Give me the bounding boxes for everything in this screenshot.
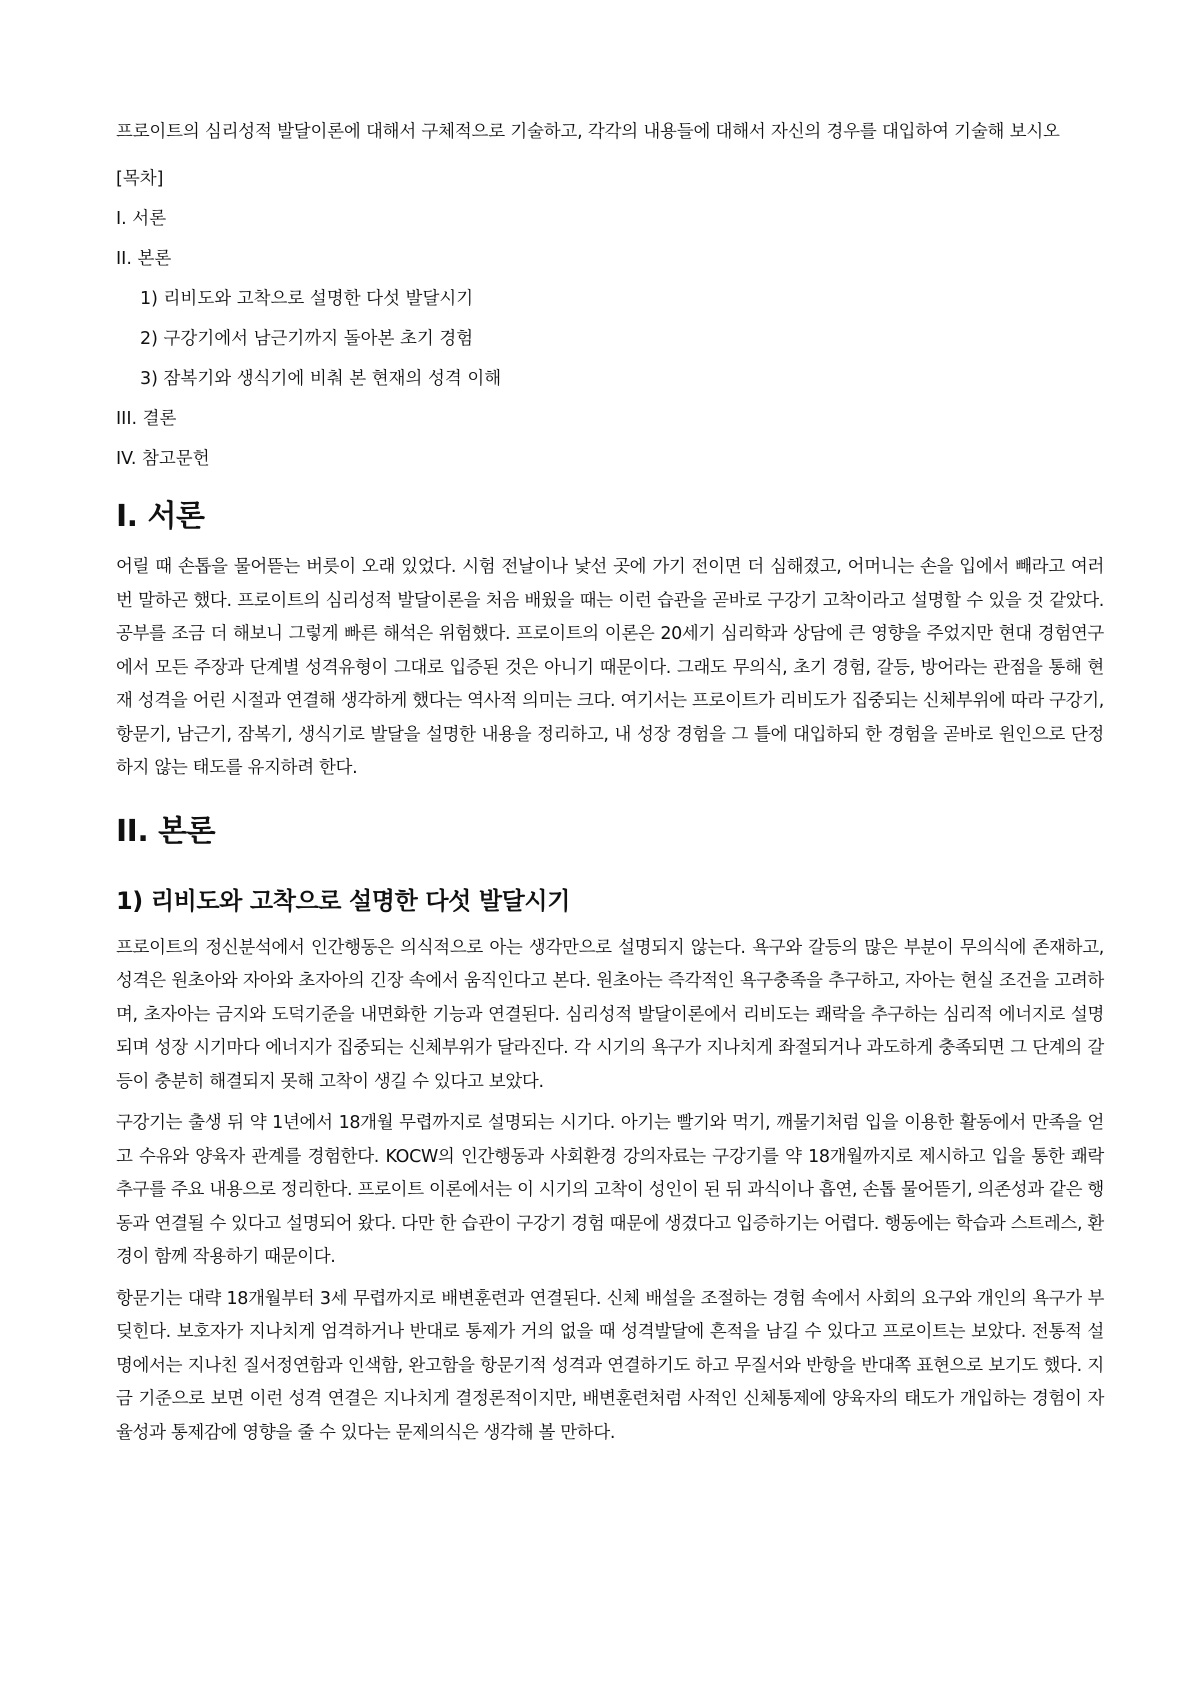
toc-item-references: IV. 참고문헌	[116, 449, 210, 469]
subsection-1-paragraph: 항문기는 대략 18개월부터 3세 무렵까지로 배변훈련과 연결된다. 신체 배설을 조절하는 경험 속에서 사회의 요구와 개인의 욕구가 부딪힌다. 보호자가 지나치게 엄격하거나 반대로 통제가 거의 없을 때 성격발달에 흔적을 남길 수 있다고 프로이트는 보았다. 전통적 설명에서는 지나친 질서정연함과 인색함, 완고함을 항문기적 성격과 연결하기도 하고 무질서와 반항을 반대쪽 표현으로 보기도 했다. 지금 기준으로 보면 이런 성격 연결은 지나치게 결정론적이지만, 배변훈련처럼 사적인 신체통제에 양육자의 태도가 개입하는 경험이 자율성과 통제감에 영향을 줄 수 있다는 문제의식은 생각해 볼 만하다.	[116, 1288, 1104, 1443]
toc-item-intro: I. 서론	[116, 209, 167, 229]
document-title: 프로이트의 심리성적 발달이론에 대해서 구체적으로 기술하고, 각각의 내용들에 대해서 자신의 경우를 대입하여 기술해 보시오	[116, 122, 1060, 142]
subsection-1-heading: 1) 리비도와 고착으로 설명한 다섯 발달시기	[116, 886, 570, 915]
subsection-1-paragraph: 구강기는 출생 뒤 약 1년에서 18개월 무렵까지로 설명되는 시기다. 아기는 빨기와 먹기, 깨물기처럼 입을 이용한 활동에서 만족을 얻고 수유와 양육자 관계를 경험한다. KOCW의 인간행동과 사회환경 강의자료는 구강기를 약 18개월까지로 제시하고 입을 통한 쾌락 추구를 주요 내용으로 정리한다. 프로이트 이론에서는 이 시기의 고착이 성인이 된 뒤 과식이나 흡연, 손톱 물어뜯기, 의존성과 같은 행동과 연결될 수 있다고 설명되어 왔다. 다만 한 습관이 구강기 경험 때문에 생겼다고 입증하기는 어렵다. 행동에는 학습과 스트레스, 환경이 함께 작용하기 때문이다.	[116, 1113, 1104, 1267]
toc-heading: [목차]	[116, 169, 164, 189]
toc-item-conclusion: III. 결론	[116, 409, 177, 429]
intro-paragraph: 어릴 때 손톱을 물어뜯는 버릇이 오래 있었다. 시험 전날이나 낯선 곳에 가기 전이면 더 심해졌고, 어머니는 손을 입에서 빼라고 여러 번 말하곤 했다. 프로이트의 심리성적 발달이론을 처음 배웠을 때는 이런 습관을 곧바로 구강기 고착이라고 설명할 수 있을 것 같았다. 공부를 조금 더 해보니 그렇게 빠른 해석은 위험했다. 프로이트의 이론은 20세기 심리학과 상담에 큰 영향을 주었지만 현대 경험연구에서 모든 주장과 단계별 성격유형이 그대로 입증된 것은 아니기 때문이다. 그래도 무의식, 초기 경험, 갈등, 방어라는 관점을 통해 현재 성격을 어린 시절과 연결해 생각하게 했다는 역사적 의미는 크다. 여기서는 프로이트가 리비도가 집중되는 신체부위에 따라 구강기, 항문기, 남근기, 잠복기, 생식기로 발달을 설명한 내용을 정리하고, 내 성장 경험을 그 틀에 대입하되 한 경험을 곧바로 원인으로 단정하지 않는 태도를 유지하려 한다.	[116, 557, 1104, 778]
toc-item-body-2: 2) 구강기에서 남근기까지 돌아본 초기 경험	[140, 329, 474, 349]
toc-item-body-3: 3) 잠복기와 생식기에 비춰 본 현재의 성격 이해	[140, 369, 502, 389]
toc-item-body-1: 1) 리비도와 고착으로 설명한 다섯 발달시기	[140, 289, 474, 309]
table-of-contents	[116, 159, 1104, 479]
subsection-1-paragraph: 프로이트의 정신분석에서 인간행동은 의식적으로 아는 생각만으로 설명되지 않는다. 욕구와 갈등의 많은 부분이 무의식에 존재하고, 성격은 원초아와 자아와 초자아의 긴장 속에서 움직인다고 본다. 원초아는 즉각적인 욕구충족을 추구하고, 자아는 현실 조건을 고려하며, 초자아는 금지와 도덕기준을 내면화한 기능과 연결된다. 심리성적 발달이론에서 리비도는 쾌락을 추구하는 심리적 에너지로 설명되며 성장 시기마다 에너지가 집중되는 신체부위가 달라진다. 각 시기의 욕구가 지나치게 좌절되거나 과도하게 충족되면 그 단계의 갈등이 충분히 해결되지 못해 고착이 생길 수 있다고 보았다.	[116, 937, 1104, 1092]
intro-heading: I. 서론	[116, 499, 205, 534]
toc-item-body: II. 본론	[116, 249, 172, 269]
body-heading: II. 본론	[116, 813, 216, 849]
